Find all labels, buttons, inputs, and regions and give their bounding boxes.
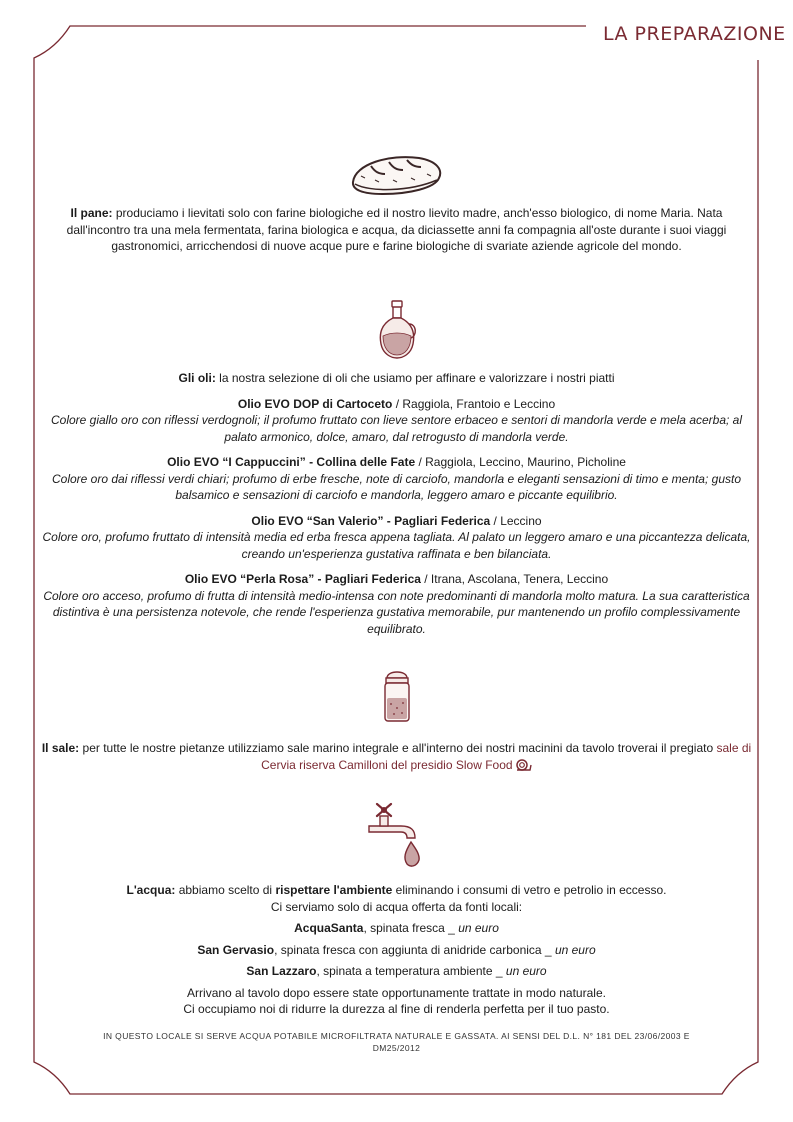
- water-item: [40, 963, 753, 980]
- water-closing-2: Ci occupiamo noi di ridurre la durezza al fine di renderla perfetta per il tuo pasto.: [183, 1002, 610, 1016]
- water-section: [40, 882, 753, 1018]
- oil-description: Colore giallo oro con riflessi verdognoli; il profumo fruttato con lieve sentore erbaceo e sentori di mandorla verde e mela acerba; al palato armonico, dolce, amaro, dal retrogusto di mandorla verde.: [50, 413, 743, 444]
- water-emphasis: rispettare l'ambiente: [275, 883, 393, 897]
- oils-section: [40, 370, 753, 637]
- oil-name: Olio EVO DOP di Cartoceto: [237, 396, 393, 411]
- oils-label: Gli oli:: [178, 371, 216, 385]
- page-title: LA PREPARAZIONE: [603, 23, 786, 45]
- oil-varieties: / Raggiola, Frantoio e Leccino: [392, 396, 556, 411]
- oil-description: Colore oro, profumo fruttato di intensità media ed erba fresca appena tagliata. Al palato un leggero amaro e una piccantezza delicata, creando un'esperienza gustativa raffinata e ben bilanciata.: [42, 530, 751, 561]
- oil-varieties: / Leccino: [490, 513, 542, 528]
- water-item-price: un euro: [458, 921, 499, 935]
- bread-icon: [0, 152, 793, 203]
- bread-paragraph: [40, 205, 753, 255]
- slow-food-snail-icon: [516, 759, 532, 771]
- oil-item: [40, 513, 753, 563]
- oil-description: Colore oro dai riflessi verdi chiari; profumo di erbe fresche, note di carciofo, mandorla e eleganti sensazioni di timo e menta; gusto balsamico e sensazioni di carciofo e mandorla, leggero amaro e piccante equilibrio.: [51, 471, 741, 502]
- oil-item: [40, 454, 753, 504]
- water-text-before: abbiamo scelto di: [175, 883, 276, 897]
- oil-name: Olio EVO “San Valerio” - Pagliari Federica: [251, 513, 491, 528]
- water-text-after: eliminando i consumi di vetro e petrolio in eccesso.: [392, 883, 667, 897]
- oil-cruet-icon: [0, 300, 793, 365]
- oil-item: [40, 571, 753, 637]
- legal-notice: IN QUESTO LOCALE SI SERVE ACQUA POTABILE MICROFILTRATA NATURALE E GASSATA. AI SENSI DEL D.L. N° 181 DEL 23/06/2003 E DM25/2012: [103, 1031, 690, 1053]
- oil-name: Olio EVO “Perla Rosa” - Pagliari Federica: [184, 572, 421, 586]
- salt-section: [40, 740, 753, 773]
- water-closing-1: Arrivano al tavolo dopo essere state opportunamente trattate in modo naturale.: [187, 985, 606, 1000]
- water-item-name: San Gervasio: [197, 942, 275, 957]
- water-label: L'acqua:: [126, 883, 176, 897]
- bread-section: [40, 205, 753, 255]
- salt-shaker-icon: [0, 668, 793, 729]
- water-item-desc: , spinata a temperatura ambiente _: [316, 964, 506, 978]
- water-item-desc: , spinata fresca _: [363, 921, 459, 935]
- water-item-name: AcquaSanta: [294, 921, 364, 935]
- oils-intro: [40, 370, 753, 387]
- water-item-name: San Lazzaro: [246, 964, 317, 978]
- water-item: [40, 920, 753, 937]
- bread-label: Il pane:: [70, 206, 113, 220]
- salt-highlight-link: sale di Cervia riserva Camilloni del presidio Slow Food: [261, 741, 752, 772]
- water-line-2: Ci serviamo solo di acqua offerta da fonti locali:: [270, 899, 523, 914]
- oil-varieties: / Itrana, Ascolana, Tenera, Leccino: [420, 572, 609, 586]
- water-item-price: un euro: [554, 942, 596, 957]
- oil-varieties: / Raggiola, Leccino, Maurino, Picholine: [415, 455, 626, 469]
- oil-name: Olio EVO “I Cappuccini” - Collina delle Fate: [167, 455, 416, 469]
- oils-intro-text: la nostra selezione di oli che usiamo per affinare e valorizzare i nostri piatti: [215, 371, 615, 385]
- oil-item: [40, 396, 753, 446]
- salt-paragraph: [40, 740, 753, 773]
- salt-label: Il sale:: [41, 741, 80, 755]
- water-item-price: un euro: [505, 964, 547, 978]
- water-paragraph: [40, 882, 753, 899]
- oil-description: Colore oro acceso, profumo di frutta di intensità medio-intensa con note predominanti di mandorla molto matura. La sua caratteristica distintiva è una persistenza notevole, che rende l'esperienza gustativa memorabile, pur mantenendo un profilo complessivamente equilibrato.: [43, 588, 750, 636]
- water-item: [40, 942, 753, 959]
- bread-text: produciamo i lievitati solo con farine biologiche ed il nostro lievito madre, anch'esso biologico, di nome Maria. Nata dall'incontro tra una mela fermentata, farina biologica e acqua, da diciassette anni fa compagnia all'oste durante i suoi viaggi gastronomici, arricchendosi di nuove acque pure e farine biologiche di svariate aziende agricole del mondo.: [66, 206, 727, 253]
- water-tap-icon: [0, 800, 793, 875]
- water-item-desc: , spinata fresca con aggiunta di anidride carbonica _: [274, 942, 555, 957]
- salt-text: per tutte le nostre pietanze utilizziamo sale marino integrale e all'interno dei nostri macinini da tavolo troverai il pregiato: [79, 741, 717, 755]
